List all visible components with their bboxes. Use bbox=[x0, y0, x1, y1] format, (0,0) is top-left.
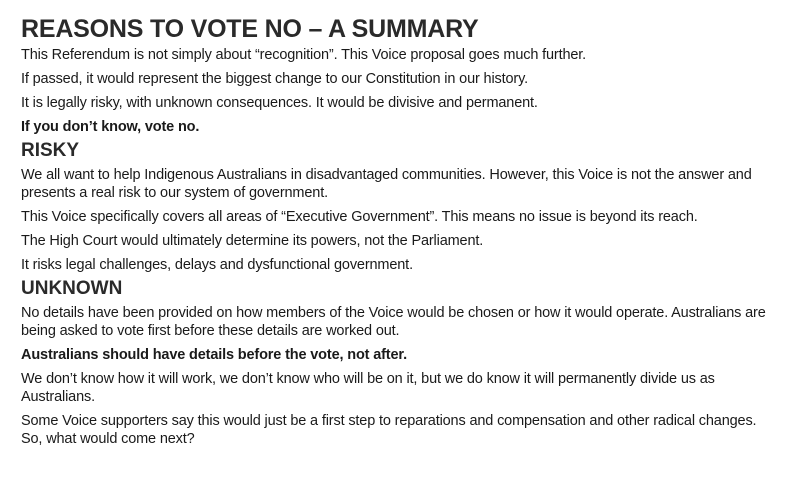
risky-paragraph: This Voice specifically covers all areas of “Executive Government”. This means no issue is beyond its reach. bbox=[21, 209, 698, 225]
risky-paragraph: It risks legal challenges, delays and dysfunctional government. bbox=[21, 257, 413, 273]
intro-paragraph: This Referendum is not simply about “recognition”. This Voice proposal goes much further. bbox=[21, 47, 587, 63]
risky-heading: RISKY bbox=[21, 140, 80, 161]
risky-paragraph: We all want to help Indigenous Australians in disadvantaged communities. However, this Voice is not the answer and presents a real risk to our system of government. bbox=[21, 167, 752, 201]
unknown-paragraph: Some Voice supporters say this would just be a first step to reparations and compensation and other radical changes. So, what would come next? bbox=[21, 413, 757, 447]
intro-paragraph: It is legally risky, with unknown consequences. It would be divisive and permanent. bbox=[21, 95, 538, 111]
unknown-emphasis-paragraph: Australians should have details before the vote, not after. bbox=[21, 347, 407, 363]
intro-section bbox=[21, 46, 778, 136]
unknown-section bbox=[21, 278, 778, 448]
unknown-paragraph: No details have been provided on how members of the Voice would be chosen or how it would operate. Australians are being asked to vote first before these details are worked out. bbox=[21, 305, 766, 339]
risky-paragraphs bbox=[21, 166, 778, 274]
intro-paragraph: If passed, it would represent the biggest change to our Constitution in our history. bbox=[21, 71, 529, 87]
unknown-paragraph: We don’t know how it will work, we don’t know who will be on it, but we do know it will permanently divide us as Australians. bbox=[21, 371, 715, 405]
unknown-paragraphs bbox=[21, 304, 778, 448]
risky-paragraph: The High Court would ultimately determine its powers, not the Parliament. bbox=[21, 233, 484, 249]
unknown-heading: UNKNOWN bbox=[21, 278, 123, 299]
page-title: REASONS TO VOTE NO – A SUMMARY bbox=[21, 15, 479, 43]
intro-emphasis-paragraph: If you don’t know, vote no. bbox=[21, 119, 200, 135]
intro-paragraphs bbox=[21, 46, 778, 136]
risky-section bbox=[21, 140, 778, 274]
